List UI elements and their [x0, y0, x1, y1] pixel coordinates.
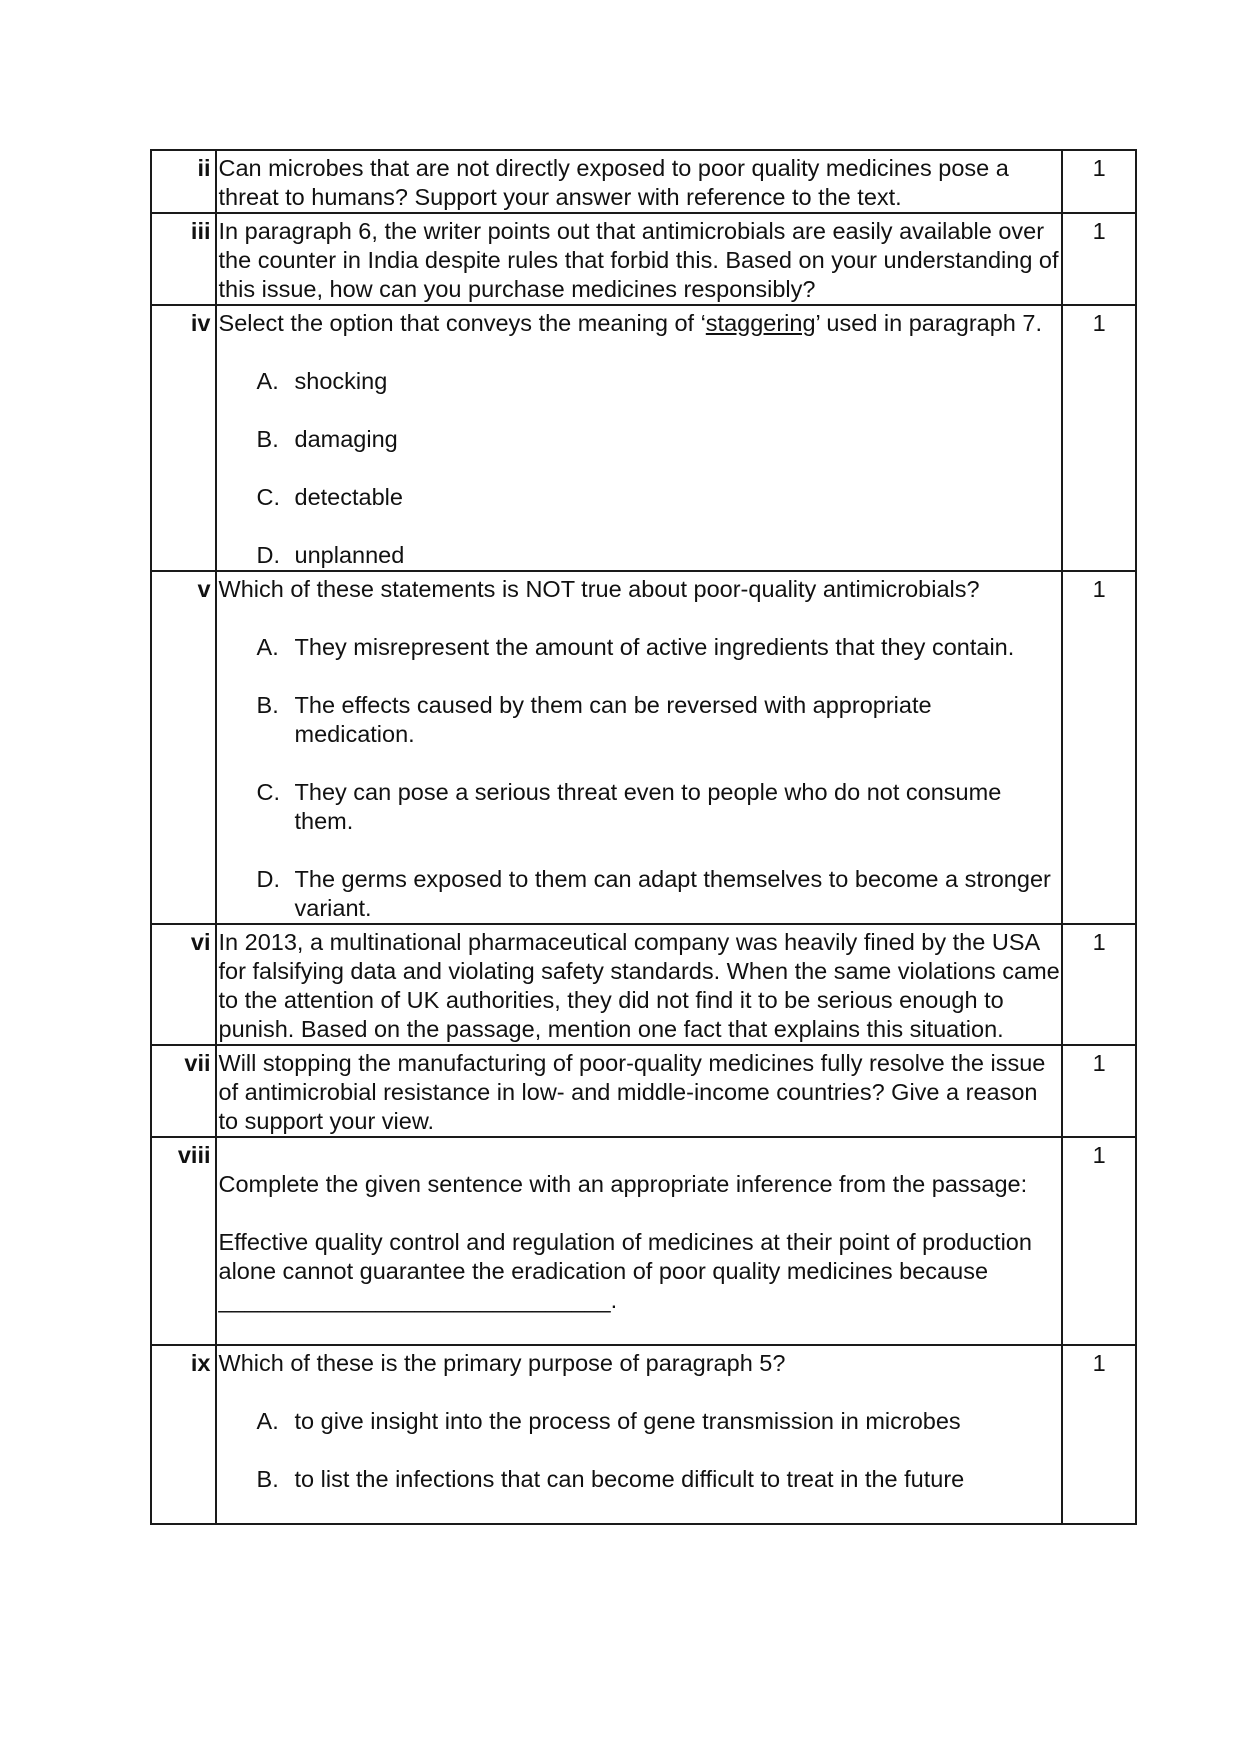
option-a [257, 633, 1062, 662]
question-text: Which of these is the primary purpose of paragraph 5? [218, 1350, 786, 1376]
option-letter: C. [256, 779, 281, 805]
option-text: to list the infections that can become difficult to treat in the future [294, 1466, 965, 1492]
option-c [257, 483, 1062, 512]
question-row [151, 1137, 1136, 1345]
question-marks: 1 [1062, 924, 1136, 1045]
question-text: Will stopping the manufacturing of poor-quality medicines fully resolve the issue of antimicrobial resistance in low- and middle-income countries? Give a reason to support your view. [216, 1045, 1063, 1137]
question-text-after: ’ used in paragraph 7. [815, 310, 1042, 336]
question-marks: 1 [1062, 305, 1136, 571]
question-cell [216, 305, 1063, 571]
question-cell [216, 1345, 1063, 1524]
question-marks: 1 [1062, 571, 1136, 924]
question-row [151, 150, 1136, 213]
question-number: iv [151, 305, 216, 571]
option-text: They misrepresent the amount of active ingredients that they contain. [294, 634, 1015, 660]
question-number: vi [151, 924, 216, 1045]
question-row [151, 213, 1136, 305]
question-text: Can microbes that are not directly exposed to poor quality medicines pose a threat to humans? Support your answer with reference to the text. [216, 150, 1063, 213]
option-text: The germs exposed to them can adapt themselves to become a stronger variant. [294, 866, 1051, 921]
option-letter: A. [256, 1408, 279, 1434]
question-cell [216, 571, 1063, 924]
option-text: shocking [294, 368, 388, 394]
question-number: vii [151, 1045, 216, 1137]
question-text: In paragraph 6, the writer points out that antimicrobials are easily available over the counter in India despite rules that forbid this. Based on your understanding of this issue, how can you purchase medicines responsibly? [216, 213, 1063, 305]
option-b [257, 1465, 1062, 1494]
option-letter: B. [256, 1466, 279, 1492]
question-row [151, 1045, 1136, 1137]
question-marks: 1 [1062, 1137, 1136, 1345]
option-letter: D. [256, 866, 281, 892]
option-d [257, 541, 1062, 570]
question-text-before: Select the option that conveys the meaning of ‘ [218, 310, 706, 336]
option-text: They can pose a serious threat even to people who do not consume them. [294, 779, 1002, 834]
options-list [257, 367, 1062, 570]
question-text: In 2013, a multinational pharmaceutical company was heavily fined by the USA for falsifying data and violating safety standards. When the same violations came to the attention of UK authorities, they did not find it to be serious enough to punish. Based on the passage, mention one fact that explains this situation. [216, 924, 1063, 1045]
question-number: ii [151, 150, 216, 213]
option-text: damaging [294, 426, 398, 452]
option-text: unplanned [294, 542, 405, 568]
option-b [257, 691, 1062, 749]
option-letter: B. [256, 692, 279, 718]
questions-table [150, 149, 1137, 1525]
question-marks: 1 [1062, 1345, 1136, 1524]
option-d [257, 865, 1062, 923]
option-a [257, 1407, 1062, 1436]
option-letter: D. [256, 542, 281, 568]
question-row [151, 571, 1136, 924]
options-list [257, 633, 1062, 923]
question-row [151, 305, 1136, 571]
question-number: iii [151, 213, 216, 305]
question-text: Which of these statements is NOT true about poor-quality antimicrobials? [218, 576, 980, 602]
option-text: detectable [294, 484, 403, 510]
option-text: to give insight into the process of gene transmission in microbes [294, 1408, 961, 1434]
question-row [151, 924, 1136, 1045]
question-marks: 1 [1062, 213, 1136, 305]
question-sentence: Effective quality control and regulation of medicines at their point of production alone cannot guarantee the eradication of poor quality medicines because ______________________________. [218, 1229, 1032, 1313]
question-marks: 1 [1062, 150, 1136, 213]
options-list [257, 1407, 1062, 1494]
option-letter: B. [256, 426, 279, 452]
question-number: v [151, 571, 216, 924]
option-letter: A. [256, 634, 279, 660]
option-text: The effects caused by them can be reversed with appropriate medication. [294, 692, 932, 747]
question-number: ix [151, 1345, 216, 1524]
question-instruction: Complete the given sentence with an appropriate inference from the passage: [218, 1171, 1028, 1197]
question-text [219, 309, 1062, 338]
question-marks: 1 [1062, 1045, 1136, 1137]
option-c [257, 778, 1062, 836]
option-b [257, 425, 1062, 454]
question-cell [216, 1137, 1063, 1345]
option-a [257, 367, 1062, 396]
option-letter: A. [256, 368, 279, 394]
question-number: viii [151, 1137, 216, 1345]
option-letter: C. [256, 484, 281, 510]
underlined-word: staggering [705, 310, 816, 336]
question-row [151, 1345, 1136, 1524]
